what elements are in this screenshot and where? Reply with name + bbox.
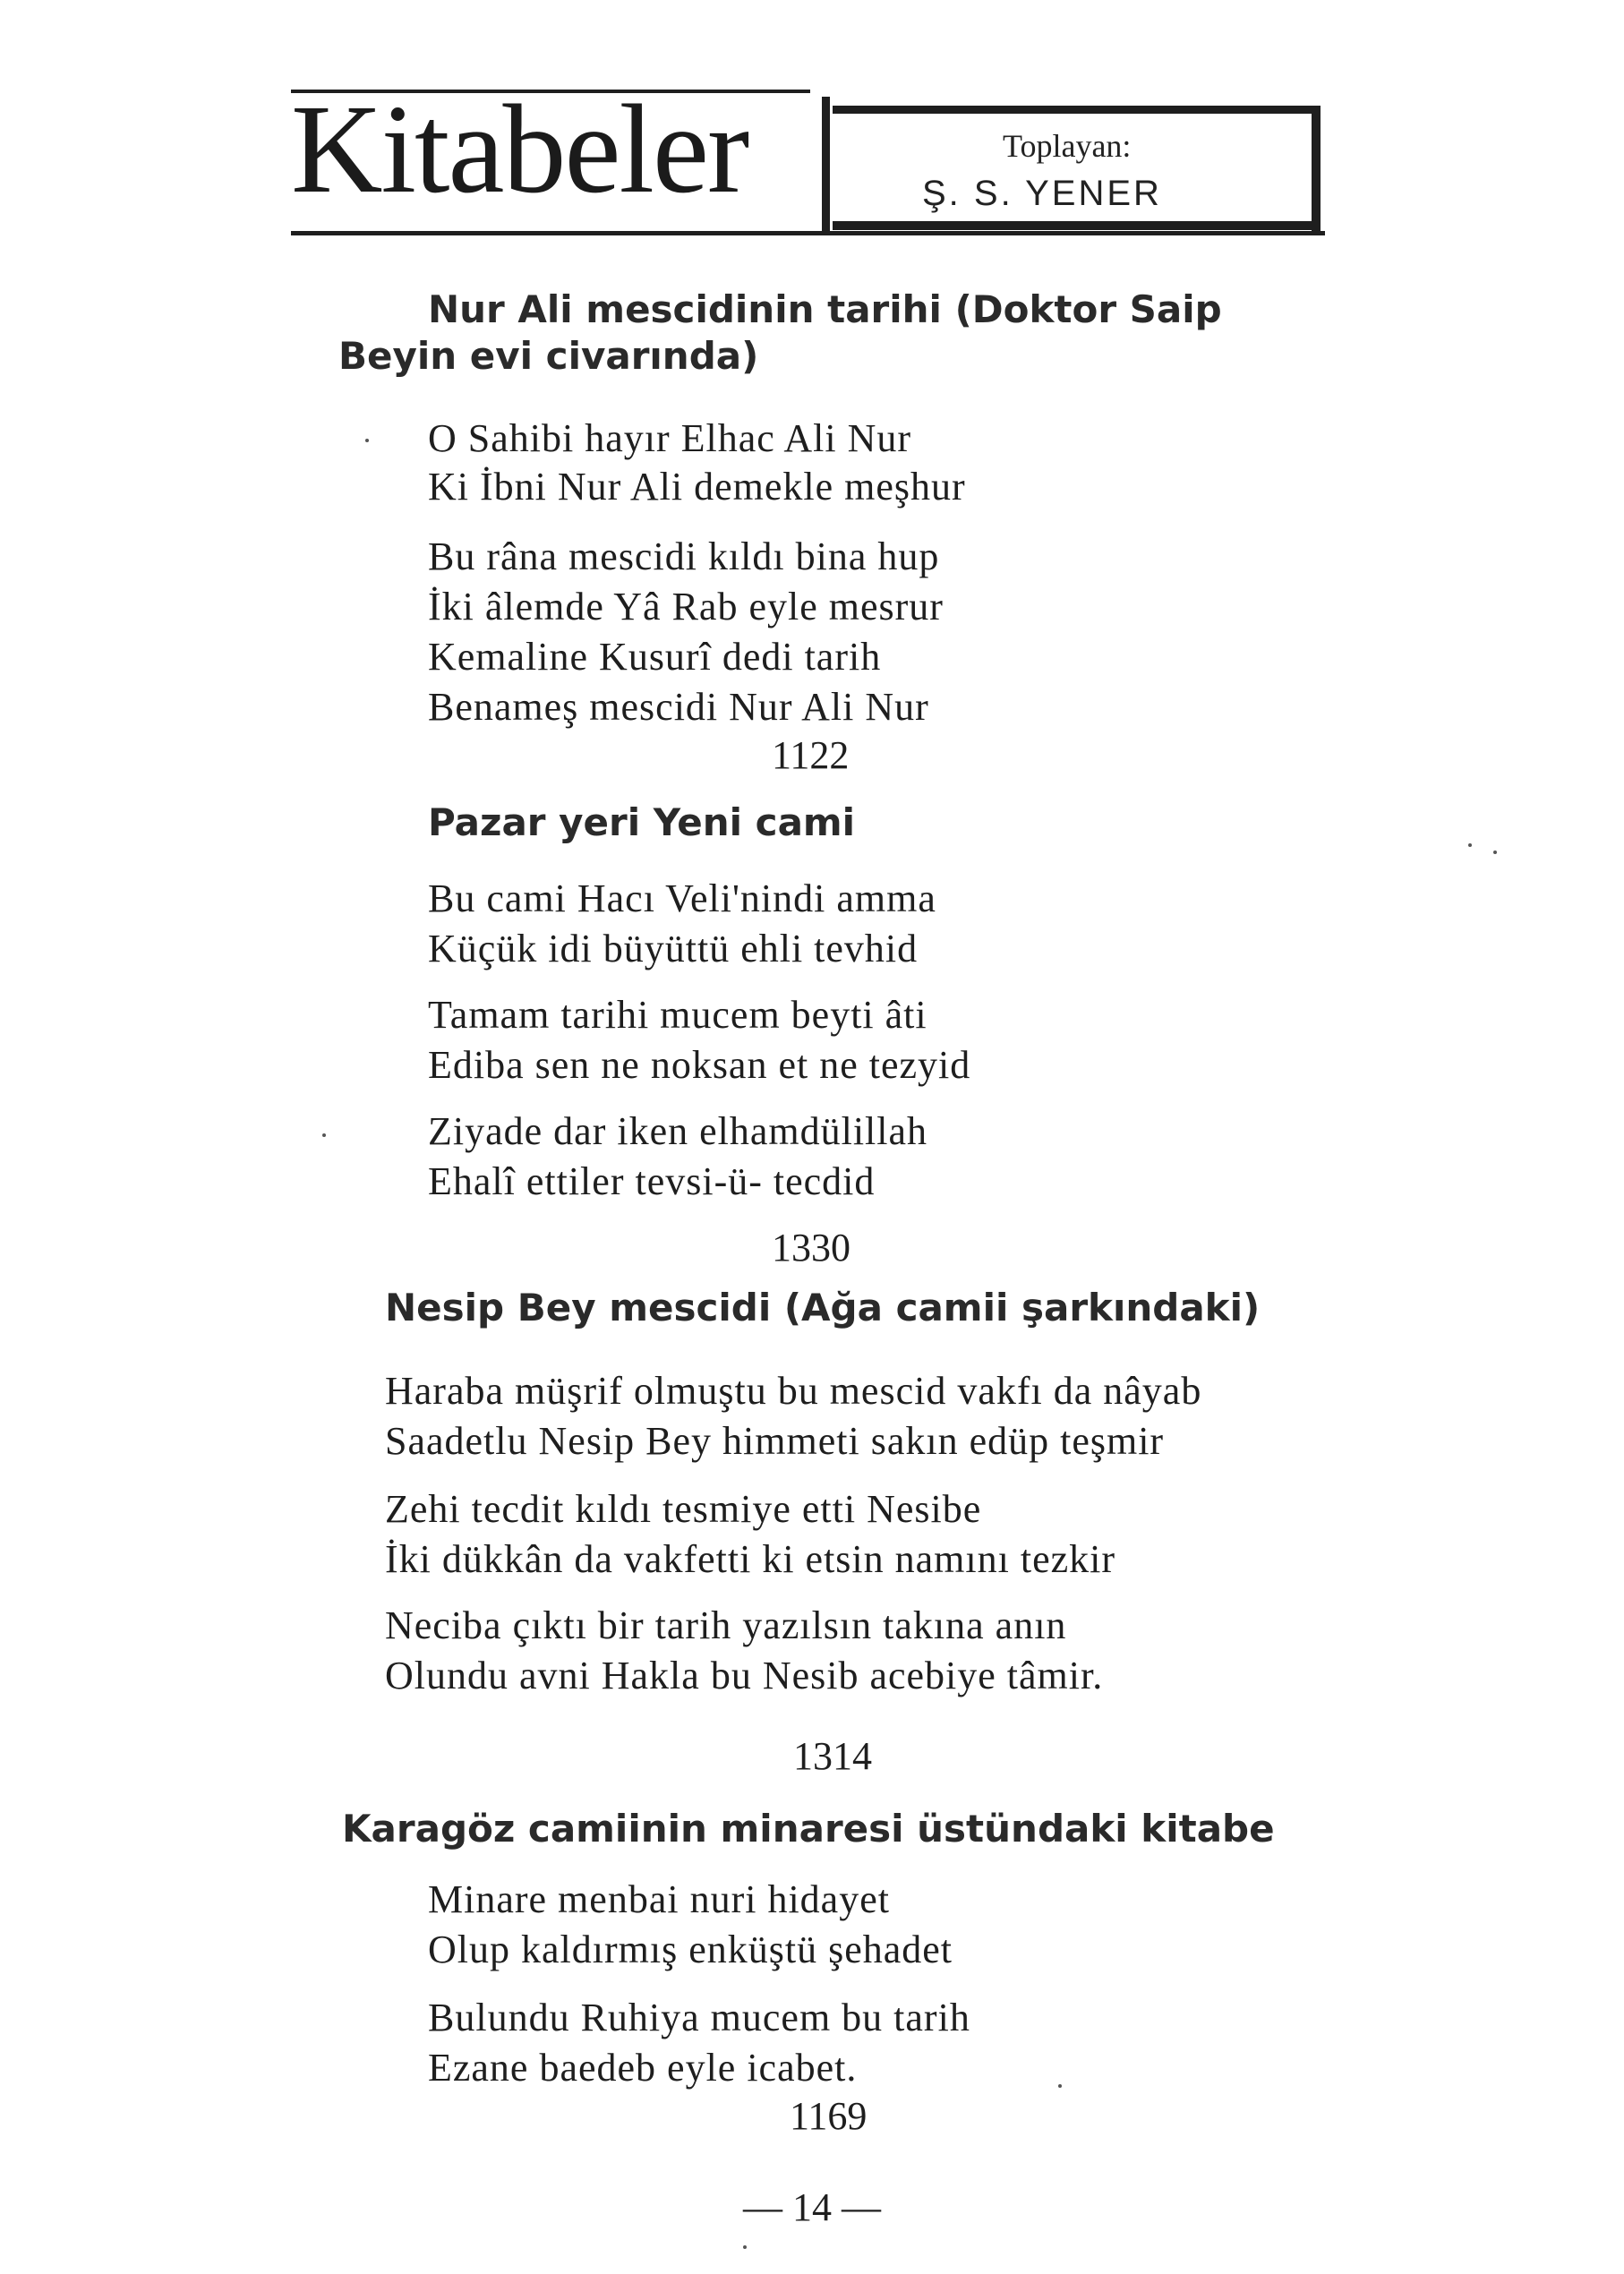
verse-line: Ediba sen ne noksan et ne tezyid [428, 1043, 971, 1087]
byline-top-rule [833, 106, 1321, 114]
byline-name: Ş. S. YENER [922, 174, 1162, 213]
verse-line: Ziyade dar iken elhamdülillah [428, 1109, 928, 1153]
verse-line: Benameş mescidi Nur Ali Nur [428, 685, 929, 729]
section-heading: Pazar yeri Yeni cami [428, 800, 856, 844]
inscription-year: 1122 [772, 733, 850, 777]
byline-label: Toplayan: [1003, 128, 1132, 164]
scan-speck [1493, 851, 1497, 854]
section-heading-continued: Beyin evi civarında) [338, 334, 759, 378]
byline-box [833, 106, 1321, 231]
verse-line: İki âlemde Yâ Rab eyle mesrur [428, 585, 944, 628]
verse-line: Saadetlu Nesip Bey himmeti sakın edüp teşmir [385, 1419, 1165, 1463]
verse-line: Minare menbai nuri hidayet [428, 1877, 890, 1921]
verse-line: Bu râna mescidi kıldı bina hup [428, 534, 940, 578]
verse-line: Bu cami Hacı Veli'nindi amma [428, 876, 936, 920]
verse-line: Kemaline Kusurî dedi tarih [428, 635, 882, 679]
verse-line: İki dükkân da vakfetti ki etsin namını tezkir [385, 1537, 1116, 1581]
verse-line: Ezane baedeb eyle icabet. [428, 2046, 858, 2090]
page-number: — 14 — [743, 2185, 881, 2229]
verse-line: Ki İbni Nur Ali demekle meşhur [428, 465, 966, 509]
inscription-year: 1330 [772, 1226, 850, 1270]
verse-line: Tamam tarihi mucem beyti âti [428, 993, 927, 1037]
verse-line: Olup kaldırmış enküştü şehadet [428, 1928, 953, 1971]
masthead-title: Kitabeler [291, 78, 748, 219]
masthead-bottom-rule [291, 231, 1325, 235]
scan-speck [322, 1133, 326, 1137]
section-heading: Nesip Bey mescidi (Ağa camii şarkındaki) [385, 1286, 1261, 1329]
verse-line: Ehalî ettiler tevsi-ü- tecdid [428, 1159, 876, 1203]
verse-line: O Sahibi hayır Elhac Ali Nur [428, 416, 912, 460]
title-divider [822, 97, 830, 231]
scan-speck [743, 2245, 747, 2249]
verse-line: Bulundu Ruhiya mucem bu tarih [428, 1996, 970, 2039]
verse-line: Zehi tecdit kıldı tesmiye etti Nesibe [385, 1487, 982, 1531]
verse-line: Olundu avni Hakla bu Nesib acebiye tâmir. [385, 1654, 1104, 1697]
scan-speck [365, 439, 369, 442]
verse-line: Haraba müşrif olmuştu bu mescid vakfı da nâyab [385, 1369, 1202, 1413]
section-heading: Nur Ali mescidinin tarihi (Doktor Saip [428, 287, 1222, 331]
section-heading: Karagöz camiinin minaresi üstündaki kitabe [342, 1807, 1275, 1851]
scan-speck [1468, 843, 1472, 847]
byline-right-rule [1312, 106, 1321, 231]
inscription-year: 1314 [793, 1734, 872, 1778]
verse-line: Küçük idi büyüttü ehli tevhid [428, 927, 919, 970]
verse-line: Neciba çıktı bir tarih yazılsın takına anın [385, 1603, 1067, 1647]
byline-bottom-rule [833, 221, 1321, 230]
scan-speck [1058, 2084, 1062, 2088]
inscription-year: 1169 [790, 2094, 868, 2138]
